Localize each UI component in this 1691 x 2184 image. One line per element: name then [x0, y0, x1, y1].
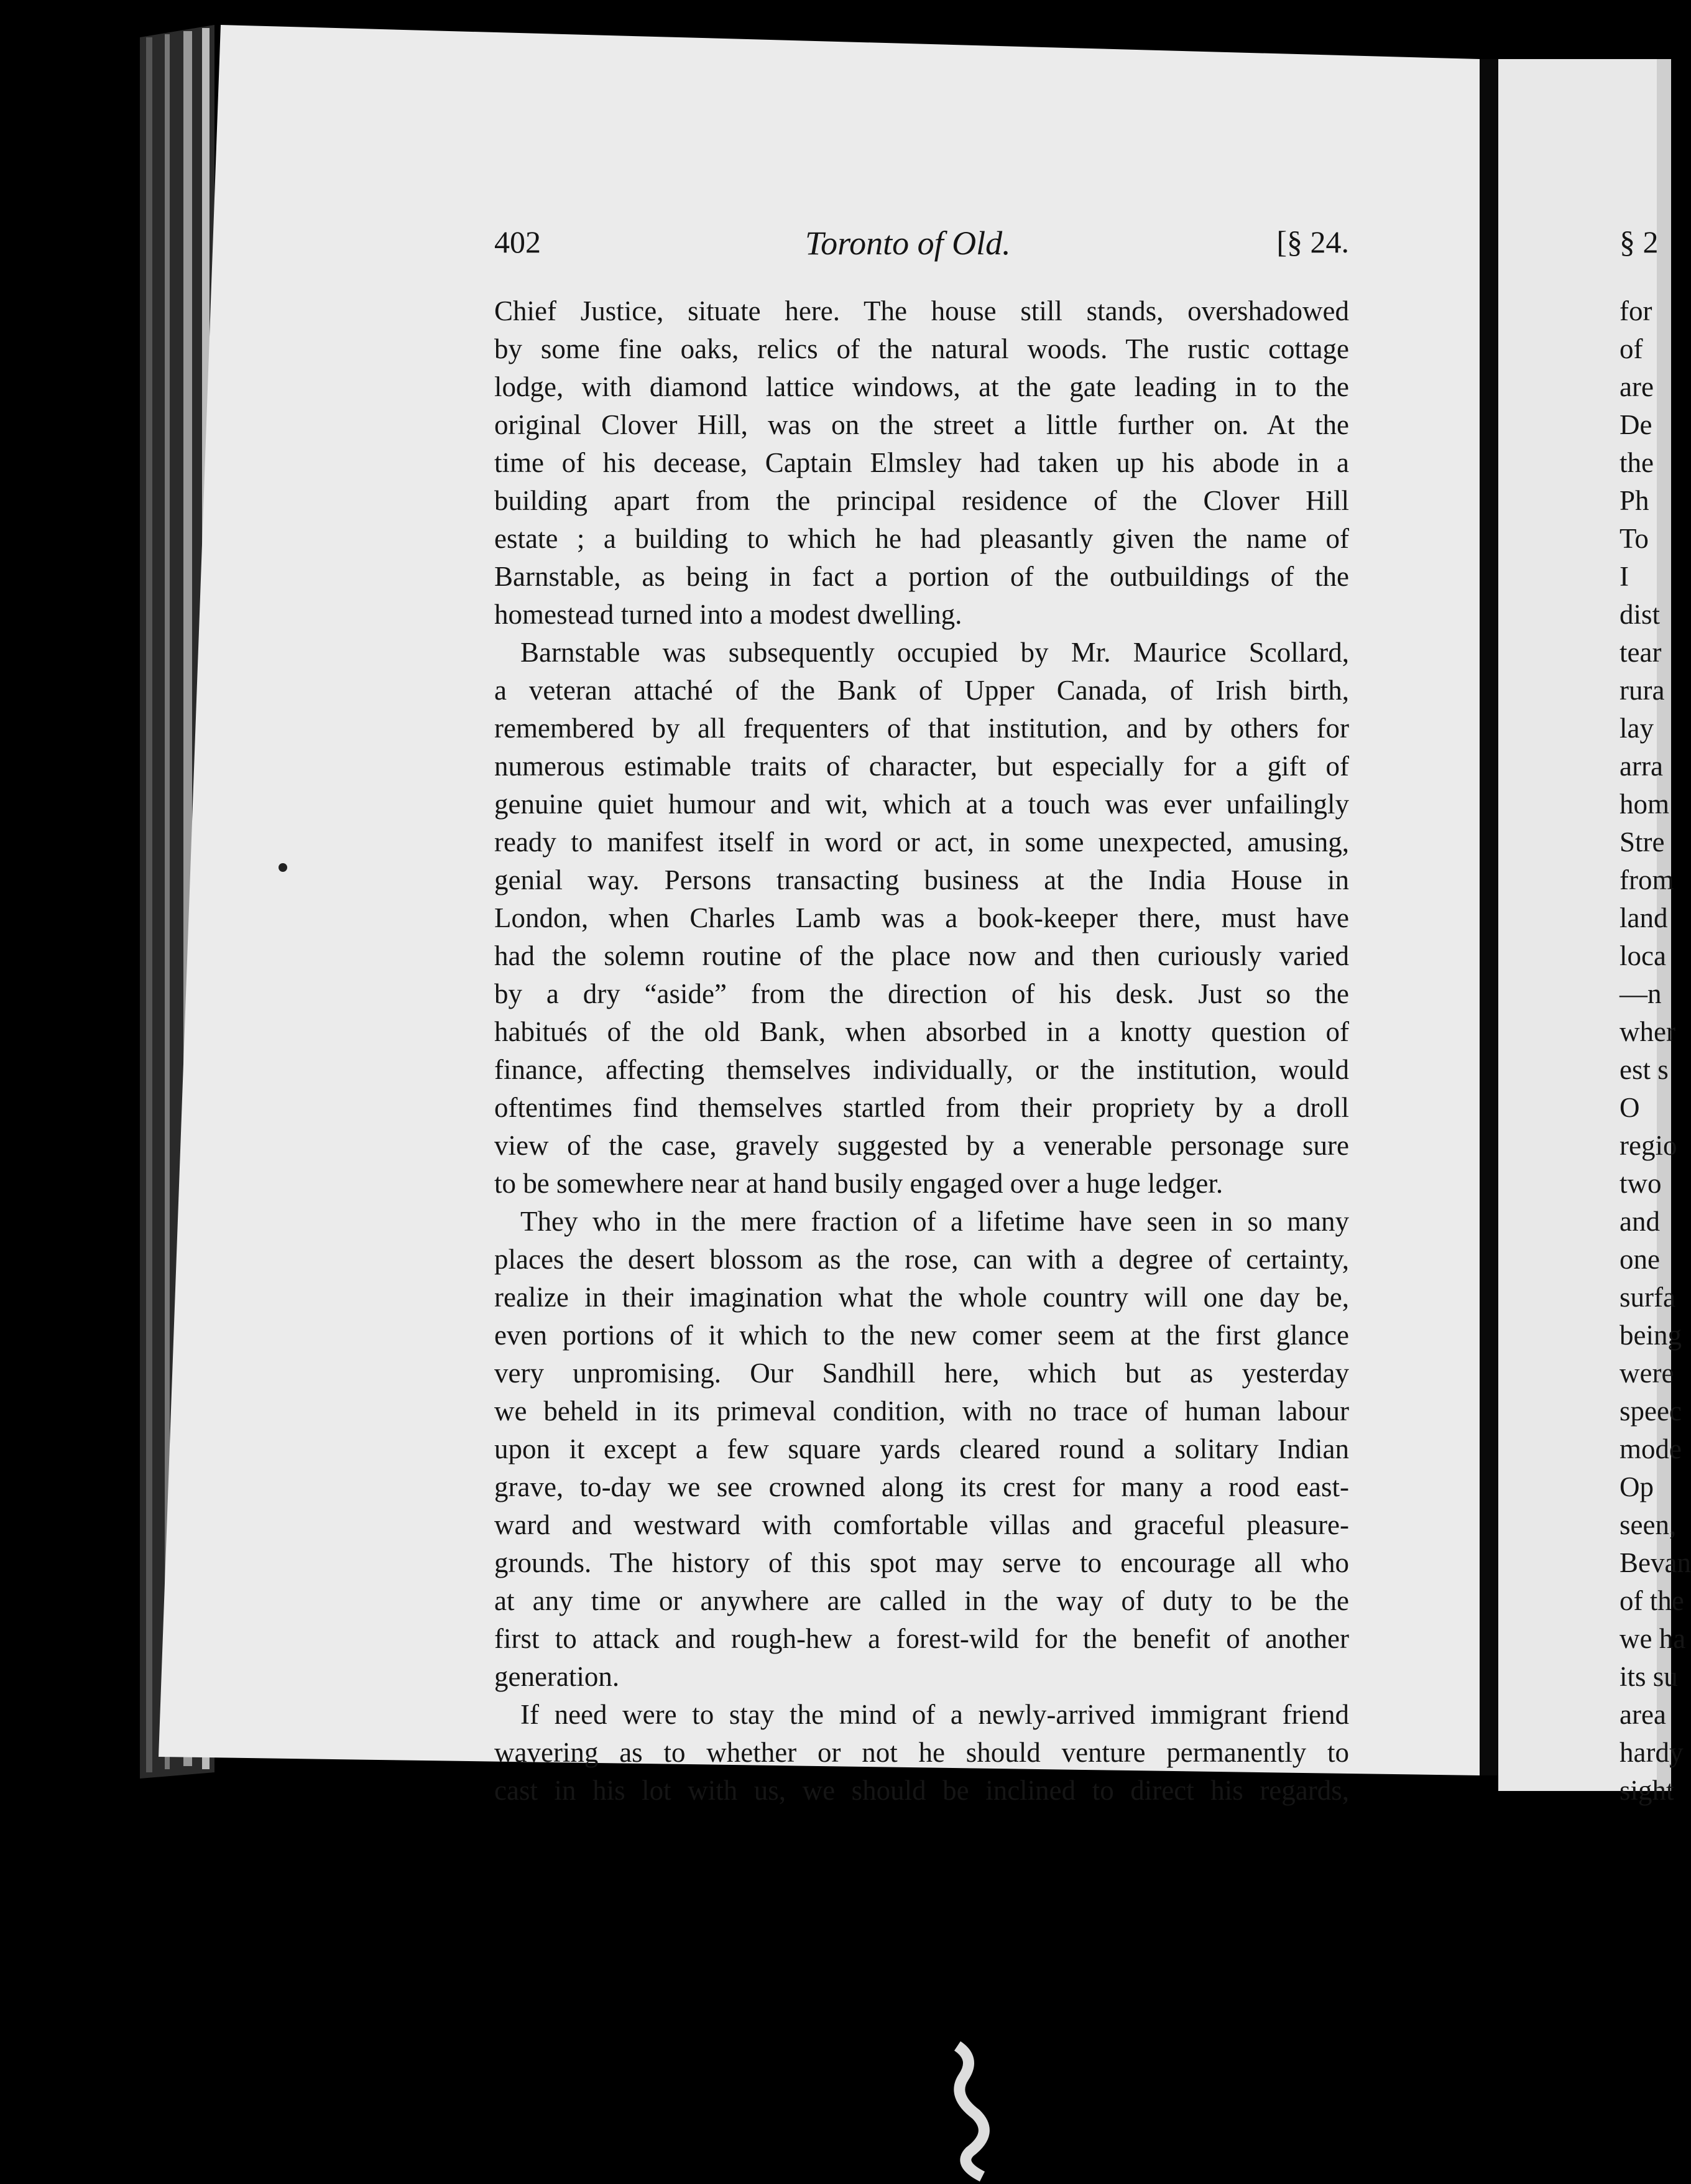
section-reference: [§ 24.	[1276, 224, 1349, 259]
facing-text-fragment: Bevan	[1620, 1547, 1691, 1578]
text-line: Chief Justice, situate here. The house still stands, overshadowed	[494, 295, 1349, 326]
text-line: we beheld in its primeval condition, with no trace of human labour	[494, 1395, 1349, 1427]
text-line: They who in the mere fraction of a lifetime have seen in so many	[520, 1206, 1349, 1237]
text-line: finance, affecting themselves individually, or the institution, would	[494, 1054, 1349, 1085]
main-page-text	[494, 224, 1349, 1810]
text-line: ready to manifest itself in word or act, in some unexpected, amusing,	[494, 826, 1349, 858]
text-line: places the desert blossom as the rose, can with a degree of certainty,	[494, 1244, 1349, 1275]
facing-text-fragment: surfa	[1620, 1282, 1675, 1313]
facing-text-fragment: I	[1620, 561, 1629, 592]
facing-page-text	[1620, 224, 1691, 1810]
facing-text-fragment: speec	[1620, 1395, 1682, 1427]
facing-text-fragment: est s	[1620, 1054, 1669, 1085]
facing-text-fragment: the	[1620, 447, 1654, 478]
text-line: Barnstable, as being in fact a portion of the outbuildings of the	[494, 561, 1349, 592]
facing-text-fragment: area	[1620, 1699, 1666, 1730]
text-line: a veteran attaché of the Bank of Upper Canada, of Irish birth,	[494, 675, 1349, 706]
text-line: very unpromising. Our Sandhill here, which but as yesterday	[494, 1358, 1349, 1389]
text-line: even portions of it which to the new comer seem at the first glance	[494, 1320, 1349, 1351]
facing-text-fragment: sight	[1620, 1775, 1674, 1806]
facing-text-fragment: from	[1620, 864, 1674, 895]
text-line: grounds. The history of this spot may serve to encourage all who	[494, 1547, 1349, 1578]
facing-running-head: § 2	[1620, 224, 1659, 259]
facing-text-fragment: De	[1620, 409, 1652, 440]
text-line: homestead turned into a modest dwelling.	[494, 599, 962, 630]
facing-text-fragment: and	[1620, 1206, 1660, 1237]
facing-text-fragment: O	[1620, 1092, 1640, 1123]
text-line: estate ; a building to which he had pleasantly given the name of	[494, 523, 1349, 554]
facing-text-fragment: two	[1620, 1168, 1662, 1199]
text-line: genial way. Persons transacting business at the India House in	[494, 864, 1349, 895]
text-line: upon it except a few square yards cleared round a solitary Indian	[494, 1433, 1349, 1464]
gutter	[1480, 59, 1498, 1775]
facing-text-fragment: its su	[1620, 1661, 1678, 1692]
text-line: habitués of the old Bank, when absorbed in a knotty question of	[494, 1016, 1349, 1047]
facing-text-fragment: Stre	[1620, 826, 1665, 858]
facing-text-fragment: seen,	[1620, 1509, 1677, 1540]
facing-text-fragment: one	[1620, 1244, 1660, 1275]
facing-text-fragment: of the	[1620, 1585, 1684, 1616]
ink-speck	[279, 863, 287, 872]
text-line: realize in their imagination what the whole country will one day be,	[494, 1282, 1349, 1313]
facing-text-fragment: of	[1620, 333, 1643, 364]
facing-text-fragment: To	[1620, 523, 1649, 554]
facing-text-fragment: rura	[1620, 675, 1665, 706]
text-line: wavering as to whether or not he should venture permanently to	[494, 1737, 1349, 1768]
text-line: Barnstable was subsequently occupied by Mr. Maurice Scollard,	[520, 637, 1349, 668]
text-line: view of the case, gravely suggested by a venerable personage sure	[494, 1130, 1349, 1161]
facing-text-fragment: are	[1620, 371, 1654, 402]
text-line: by some fine oaks, relics of the natural woods. The rustic cottage	[494, 333, 1349, 364]
text-line: genuine quiet humour and wit, which at a touch was ever unfailingly	[494, 789, 1349, 820]
facing-text-fragment: dist	[1620, 599, 1661, 630]
text-line: building apart from the principal residence of the Clover Hill	[494, 485, 1349, 516]
facing-text-fragment: mode	[1620, 1433, 1682, 1464]
text-line: numerous estimable traits of character, but especially for a gift of	[494, 751, 1349, 782]
text-line: original Clover Hill, was on the street a little further on. At the	[494, 409, 1349, 440]
facing-text-fragment: we ha	[1620, 1623, 1686, 1654]
text-line: If need were to stay the mind of a newly-arrived immigrant friend	[520, 1699, 1349, 1730]
facing-text-fragment: hardy	[1620, 1737, 1684, 1768]
facing-text-fragment: regio	[1620, 1130, 1677, 1161]
text-line: time of his decease, Captain Elmsley had taken up his abode in a	[494, 447, 1349, 478]
text-line: oftentimes find themselves startled from their propriety by a droll	[494, 1092, 1349, 1123]
facing-text-fragment: Ph	[1620, 485, 1649, 516]
text-line: had the solemn routine of the place now and then curiously varied	[494, 940, 1349, 971]
text-line: lodge, with diamond lattice windows, at the gate leading in to the	[494, 371, 1349, 402]
facing-body-text	[1620, 292, 1691, 1810]
facing-text-fragment: wher	[1620, 1016, 1675, 1047]
text-line: to be somewhere near at hand busily engaged over a huge ledger.	[494, 1168, 1223, 1199]
text-line: cast in his lot with us, we should be inclined to direct his regards,	[494, 1775, 1349, 1806]
text-line: at any time or anywhere are called in the way of duty to be the	[494, 1585, 1349, 1616]
body-text	[494, 292, 1349, 1810]
facing-text-fragment: for	[1620, 295, 1652, 326]
text-line: first to attack and rough-hew a forest-wild for the benefit of another	[494, 1623, 1349, 1654]
text-line: generation.	[494, 1661, 620, 1692]
text-line: grave, to-day we see crowned along its crest for many a rood east-	[494, 1471, 1349, 1502]
facing-text-fragment: were	[1620, 1358, 1674, 1389]
running-title: Toronto of Old.	[805, 224, 1011, 262]
facing-text-fragment: Op	[1620, 1471, 1654, 1502]
facing-text-fragment: loca	[1620, 940, 1666, 971]
facing-text-fragment: arra	[1620, 751, 1663, 782]
facing-text-fragment: tear	[1620, 637, 1662, 668]
facing-text-fragment: —n	[1620, 978, 1662, 1009]
text-line: remembered by all frequenters of that institution, and by others for	[494, 713, 1349, 744]
facing-text-fragment: hom	[1620, 789, 1670, 820]
page-edge-line	[146, 37, 152, 1772]
text-line: ward and westward with comfortable villas and graceful pleasure-	[494, 1509, 1349, 1540]
facing-text-fragment: lay	[1620, 713, 1654, 744]
facing-text-fragment: land	[1620, 902, 1668, 933]
facing-text-fragment: being	[1620, 1320, 1682, 1351]
text-line: by a dry “aside” from the direction of his desk. Just so the	[494, 978, 1349, 1009]
page-number: 402	[494, 224, 541, 259]
text-line: London, when Charles Lamb was a book-keeper there, must have	[494, 902, 1349, 933]
running-head	[494, 224, 1349, 267]
